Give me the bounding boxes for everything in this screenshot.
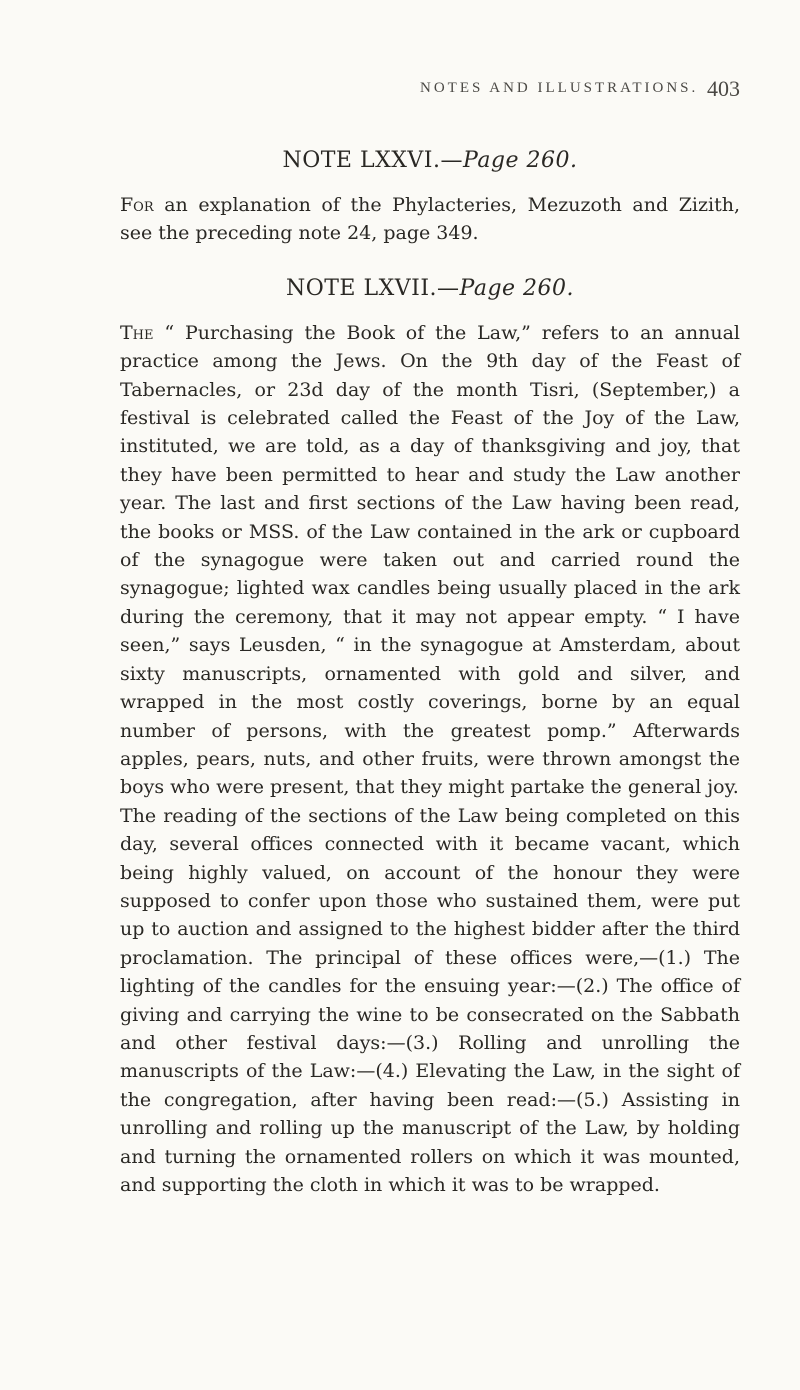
note-76-page-reference: Page 260. [463,148,578,173]
note-76-lead-word: For [120,194,154,216]
note-77-lead-word: The [120,321,154,344]
note-77-page-reference: Page 260. [459,275,575,301]
note-77-heading [120,276,740,301]
running-head: NOTES AND ILLUSTRATIONS. [420,80,699,96]
page-number: 403 [707,76,740,101]
note-76-title: NOTE LXXVI.— [282,148,463,173]
note-76-heading [120,148,740,173]
note-77-title: NOTE LXVII.— [285,275,460,301]
note-76-body [120,191,740,248]
note-77-text-1: “ Purchasing the Book of the Law,” refers to an annual practice among the Jews. On the 9th day of the Feast of Tabernacles, or 23d day of the month Tisri, (September,) a festival is celebrated called the Feast of the Joy of the Law, instituted, we are told, as a day of thanksgiving and joy, that they have been permitted to hear and study the Law another year. The last and first sections of the Law having been read, the books or MSS. of the Law contained in the ark or cupboard of the synagogue were taken out and carried round the synagogue; lighted wax candles being usually placed in the ark during the ceremony, that it may not appear empty. “ I have seen,” says Leusden, “ in the synagogue at Amsterdam, about sixty manuscripts, ornamented with gold and silver, and wrapped in the most costly coverings, borne by an equal number of persons, with the greatest pomp.” Afterwards apples, pears, nuts, and other fruits, were thrown amongst the boys who were present, that they might partake the general joy. [120,321,740,799]
note-77-paragraph-2: The reading of the sections of the Law being completed on this day, several offices connected with it became vacant, which being highly valued, on account of the honour they were supposed to confer upon those who sustained them, were put up to auction and assigned to the highest bidder after the third proclamation. The principal of these offices were,—(1.) The lighting of the candles for the ensuing year:—(2.) The office of giving and carrying the wine to be consecrated on the Sabbath and other festival days:—(3.) Rolling and unrolling the manuscripts of the Law:—(4.) Elevating the Law, in the sight of the congregation, after having been read:—(5.) Assisting in unrolling and rolling up the manuscript of the Law, by holding and turning the ornamented rollers on which it was mounted, and supporting the cloth in which it was to be wrapped. [120,804,740,1196]
note-76-text: an explanation of the Phylacteries, Mezuzoth and Zizith, see the preceding note 24, page 349. [120,194,740,245]
text-column [120,120,740,1199]
note-77-paragraph-1 [120,319,740,802]
